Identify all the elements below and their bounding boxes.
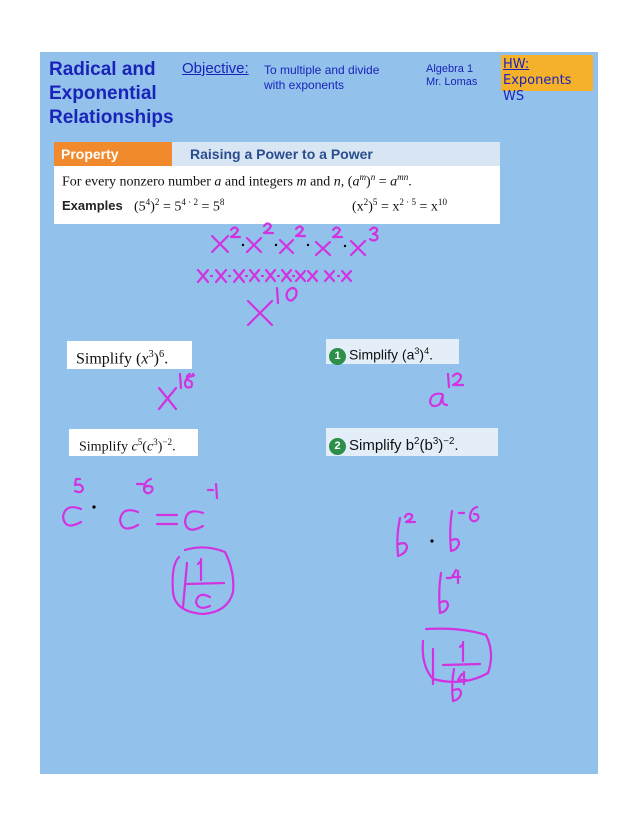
examples-label: Examples (62, 198, 123, 213)
ink-x-to-the-10 (248, 288, 297, 325)
ex2-sup: 2 · 5 (399, 197, 417, 207)
problem-sup: 6 (158, 349, 165, 360)
ex1-part: = 5 (198, 199, 220, 215)
objective-line-1: To multiple and divide (264, 63, 380, 77)
problem-var: c (131, 439, 138, 455)
ink-a-to-the-12 (430, 374, 463, 407)
rule-base-a: a (352, 174, 360, 190)
problem-text: ( (419, 437, 425, 454)
homework-box (501, 55, 593, 104)
example-2 (352, 197, 447, 216)
page-title (49, 58, 184, 130)
rule-eq: = (375, 174, 391, 190)
property-title: Raising a Power to a Power (172, 142, 500, 166)
property-box (54, 142, 500, 224)
rule-result-a: a (390, 174, 398, 190)
problem-3 (69, 429, 198, 456)
ex2-part: = x (377, 199, 400, 215)
problem-text: Simplify (349, 437, 406, 454)
rule-exp-n: n (370, 172, 376, 182)
objective-label: Objective: (182, 60, 249, 77)
teacher-name: Mr. Lomas (426, 76, 478, 88)
problem-2 (326, 339, 459, 364)
problem-sup: 3 (432, 436, 439, 447)
problem-sup: 5 (137, 437, 143, 447)
ink-b-work (397, 507, 491, 701)
property-header (54, 142, 500, 166)
number-badge: 2 (329, 438, 346, 455)
title-line-1: Radical and (49, 59, 156, 80)
ex1-part: = 5 (159, 199, 182, 215)
problem-text: . (429, 346, 434, 363)
problem-text: Simplify ( (349, 346, 407, 363)
problem-text: Simplify ( (76, 350, 142, 368)
hw-label: HW: (503, 57, 530, 72)
problem-sup: 3 (148, 349, 154, 360)
problem-sup: 2 (414, 436, 420, 447)
slide (40, 52, 598, 774)
problem-text: . (164, 350, 169, 368)
problem-var: x (141, 350, 149, 368)
problem-4 (326, 428, 498, 456)
rule-paren: ) (366, 174, 371, 190)
problem-text: ( (142, 439, 147, 455)
problem-var: a (406, 346, 415, 363)
ink-x-to-the-18 (159, 374, 194, 409)
problem-text: ) (153, 350, 159, 368)
rule-exp-m: m (359, 172, 367, 182)
problem-sup: 3 (153, 437, 158, 447)
problem-sup: −2 (443, 436, 455, 447)
title-line-3: Relationships (49, 107, 174, 128)
problem-text: ) (419, 346, 425, 363)
ex2-sup: 10 (437, 197, 448, 207)
problem-var: b (405, 437, 415, 454)
rule-end: . (408, 174, 412, 190)
ex2-sup: 2 (363, 197, 369, 207)
property-rule (62, 172, 412, 191)
hw-text: Exponents WS (503, 73, 572, 104)
problem-1 (67, 341, 192, 369)
ink-expansion-x2-times-5 (212, 224, 378, 256)
course-info (426, 63, 477, 89)
course-name: Algebra 1 (426, 63, 474, 75)
problem-var: b (424, 437, 433, 454)
example-1 (134, 197, 224, 216)
ex1-part: (5 (134, 199, 146, 215)
ink-c-work (63, 479, 233, 614)
rule-var-m: m (296, 174, 307, 190)
ex1-part: ) (150, 199, 155, 215)
rule-prefix: For every nonzero number (62, 174, 215, 190)
problem-sup: 4 (424, 346, 430, 356)
problem-text: ) (157, 439, 163, 455)
rule-exp-mn: mn (397, 172, 409, 182)
title-line-2: Exponential (49, 83, 157, 104)
problem-text: . (454, 437, 459, 454)
ex2-sup: 5 (372, 197, 378, 207)
number-badge: 1 (329, 348, 346, 365)
problem-sup: −2 (162, 437, 173, 447)
rule-comma: , ( (340, 174, 353, 190)
ex1-sup: 4 · 2 (181, 197, 199, 207)
problem-text: Simplify (79, 439, 132, 455)
ex1-sup: 2 (154, 197, 160, 207)
problem-text: . (172, 439, 176, 455)
ink-ten-factors (198, 270, 351, 282)
ex2-part: (x (352, 199, 364, 215)
objective-line-2: with exponents (264, 78, 345, 92)
ex2-part: = x (416, 199, 438, 215)
ex1-sup: 4 (145, 197, 151, 207)
property-tag: Property (54, 142, 172, 166)
rule-mid: and integers (221, 174, 297, 190)
ex1-sup: 8 (219, 197, 225, 207)
rule-var-a: a (214, 174, 222, 190)
rule-var-n: n (333, 174, 341, 190)
problem-var: c (146, 439, 154, 455)
ex2-part: ) (368, 199, 373, 215)
problem-text: ) (438, 437, 444, 454)
objective-text (264, 63, 404, 93)
rule-and: and (306, 174, 334, 190)
problem-sup: 3 (414, 346, 420, 356)
